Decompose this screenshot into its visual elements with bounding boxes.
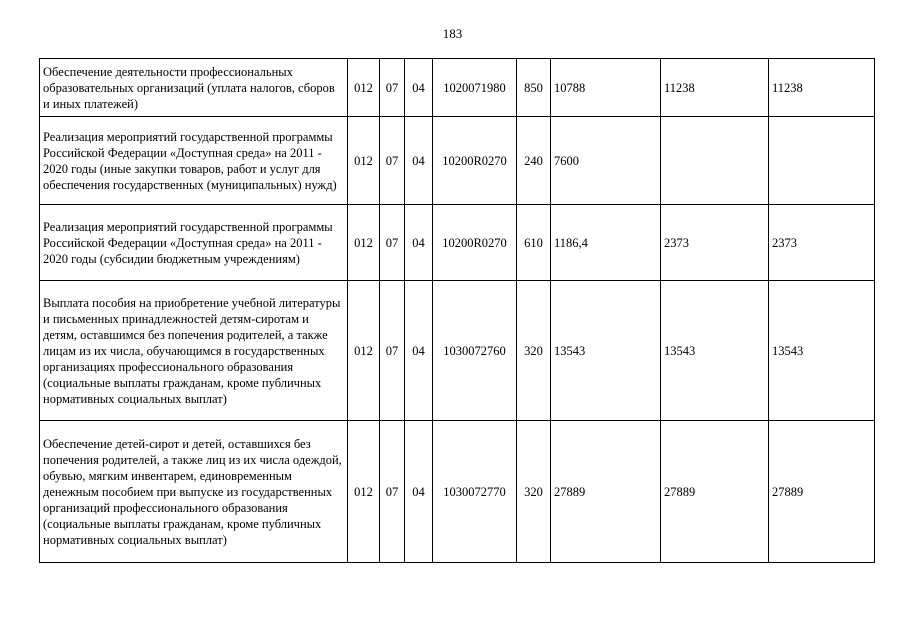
row-gr-code: 012 [348, 59, 380, 117]
table-row [40, 59, 875, 117]
row-target-code: 1020071980 [433, 59, 517, 117]
row-expense-type: 320 [517, 421, 551, 563]
row-section: 07 [380, 281, 405, 421]
row-subsection: 04 [405, 59, 433, 117]
table-row [40, 205, 875, 281]
row-subsection: 04 [405, 421, 433, 563]
row-amount-1: 10788 [551, 59, 661, 117]
row-target-code: 1030072760 [433, 281, 517, 421]
row-description: Реализация мероприятий государственной программы Российской Федерации «Доступная среда» на 2011 - 2020 годы (иные закупки товаров, работ и услуг для обеспечения государственных (муниципальных) нужд) [40, 117, 348, 205]
table-row [40, 117, 875, 205]
row-description: Выплата пособия на приобретение учебной литературы и письменных принадлежностей детям-сиротам и детям, оставшимся без попечения родителей, а также лицам из их числа, обучающимся в государственных организациях профессионального образования (социальные выплаты гражданам, кроме публичных нормативных социальных выплат) [40, 281, 348, 421]
row-amount-1: 1186,4 [551, 205, 661, 281]
budget-table [39, 58, 875, 563]
row-amount-1: 7600 [551, 117, 661, 205]
row-amount-3: 2373 [769, 205, 875, 281]
row-target-code: 10200R0270 [433, 205, 517, 281]
row-amount-2: 2373 [661, 205, 769, 281]
row-gr-code: 012 [348, 205, 380, 281]
row-subsection: 04 [405, 205, 433, 281]
row-amount-1: 13543 [551, 281, 661, 421]
row-gr-code: 012 [348, 421, 380, 563]
row-expense-type: 850 [517, 59, 551, 117]
row-amount-3: 11238 [769, 59, 875, 117]
row-subsection: 04 [405, 117, 433, 205]
row-amount-2: 11238 [661, 59, 769, 117]
row-subsection: 04 [405, 281, 433, 421]
row-amount-1: 27889 [551, 421, 661, 563]
row-section: 07 [380, 59, 405, 117]
row-expense-type: 610 [517, 205, 551, 281]
row-gr-code: 012 [348, 281, 380, 421]
table-row [40, 281, 875, 421]
row-expense-type: 240 [517, 117, 551, 205]
row-description: Реализация мероприятий государственной программы Российской Федерации «Доступная среда» на 2011 - 2020 годы (субсидии бюджетным учреждениям) [40, 205, 348, 281]
row-amount-2 [661, 117, 769, 205]
row-section: 07 [380, 117, 405, 205]
row-amount-2: 13543 [661, 281, 769, 421]
row-amount-2: 27889 [661, 421, 769, 563]
table-row [40, 421, 875, 563]
page-number: 183 [442, 26, 463, 41]
row-section: 07 [380, 205, 405, 281]
row-description: Обеспечение детей-сирот и детей, оставшихся без попечения родителей, а также лиц из их числа одеждой, обувью, мягким инвентарем, единовременным денежным пособием при выпуске из государственных организаций профессионального образования (социальные выплаты гражданам, кроме публичных нормативных социальных выплат) [40, 421, 348, 563]
row-description: Обеспечение деятельности профессиональных образовательных организаций (уплата налогов, сборов и иных платежей) [40, 59, 348, 117]
row-target-code: 10200R0270 [433, 117, 517, 205]
row-amount-3: 13543 [769, 281, 875, 421]
row-gr-code: 012 [348, 117, 380, 205]
row-amount-3 [769, 117, 875, 205]
row-amount-3: 27889 [769, 421, 875, 563]
row-section: 07 [380, 421, 405, 563]
row-target-code: 1030072770 [433, 421, 517, 563]
row-expense-type: 320 [517, 281, 551, 421]
